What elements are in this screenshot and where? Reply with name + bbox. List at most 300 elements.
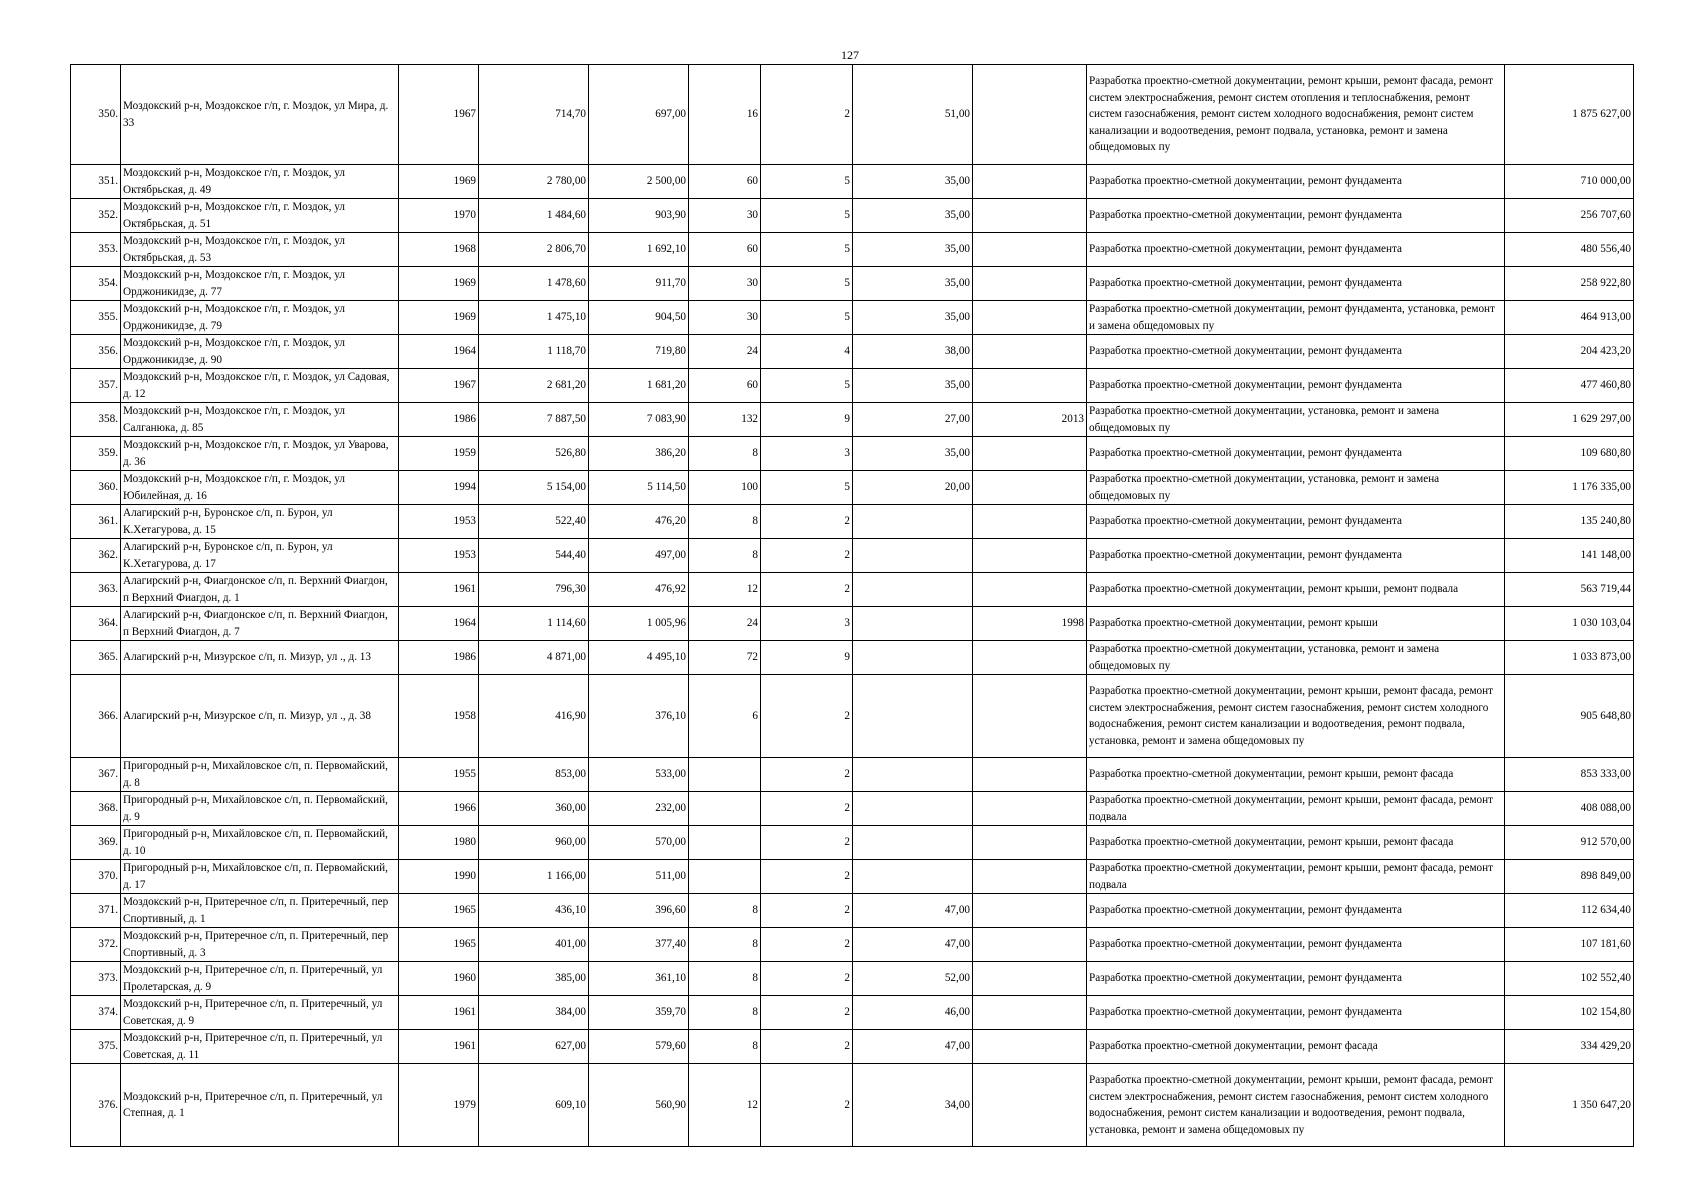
wear-percent-cell: 35,00 bbox=[853, 199, 973, 233]
table-row bbox=[71, 65, 1634, 165]
residents-cell: 8 bbox=[689, 437, 761, 471]
address-cell: Моздокский р-н, Моздокское г/п, г. Моздок, ул Октябрьская, д. 53 bbox=[121, 233, 399, 267]
cost-cell: 1 033 873,00 bbox=[1505, 641, 1634, 675]
address-cell: Моздокский р-н, Притеречное с/п, п. Притеречный, пер Спортивный, д. 3 bbox=[121, 928, 399, 962]
row-number: 372. bbox=[71, 928, 121, 962]
wear-percent-cell: 52,00 bbox=[853, 962, 973, 996]
residents-cell: 60 bbox=[689, 165, 761, 199]
total-area-cell: 522,40 bbox=[479, 505, 589, 539]
floors-cell: 2 bbox=[761, 826, 853, 860]
works-description-cell: Разработка проектно-сметной документации, установка, ремонт и замена общедомовых пу bbox=[1087, 641, 1505, 675]
living-area-cell: 476,92 bbox=[589, 573, 689, 607]
works-description-cell: Разработка проектно-сметной документации, установка, ремонт и замена общедомовых пу bbox=[1087, 403, 1505, 437]
last-repair-year-cell bbox=[973, 233, 1087, 267]
living-area-cell: 376,10 bbox=[589, 675, 689, 758]
row-number: 370. bbox=[71, 860, 121, 894]
living-area-cell: 560,90 bbox=[589, 1064, 689, 1147]
total-area-cell: 2 806,70 bbox=[479, 233, 589, 267]
floors-cell: 2 bbox=[761, 894, 853, 928]
year-built-cell: 1960 bbox=[399, 962, 479, 996]
residents-cell: 24 bbox=[689, 335, 761, 369]
last-repair-year-cell bbox=[973, 335, 1087, 369]
total-area-cell: 544,40 bbox=[479, 539, 589, 573]
cost-cell: 1 030 103,04 bbox=[1505, 607, 1634, 641]
address-cell: Алагирский р-н, Мизурское с/п, п. Мизур, ул ., д. 38 bbox=[121, 675, 399, 758]
floors-cell: 2 bbox=[761, 996, 853, 1030]
row-number: 358. bbox=[71, 403, 121, 437]
row-number: 364. bbox=[71, 607, 121, 641]
table-row bbox=[71, 199, 1634, 233]
address-cell: Пригородный р-н, Михайловское с/п, п. Первомайский, д. 8 bbox=[121, 758, 399, 792]
living-area-cell: 1 692,10 bbox=[589, 233, 689, 267]
address-cell: Моздокский р-н, Притеречное с/п, п. Притеречный, ул Советская, д. 11 bbox=[121, 1030, 399, 1064]
row-number: 359. bbox=[71, 437, 121, 471]
year-built-cell: 1994 bbox=[399, 471, 479, 505]
year-built-cell: 1953 bbox=[399, 505, 479, 539]
year-built-cell: 1958 bbox=[399, 675, 479, 758]
living-area-cell: 4 495,10 bbox=[589, 641, 689, 675]
works-description-cell: Разработка проектно-сметной документации, ремонт фасада bbox=[1087, 1030, 1505, 1064]
works-description-cell: Разработка проектно-сметной документации, ремонт крыши, ремонт фасада bbox=[1087, 758, 1505, 792]
table-row bbox=[71, 437, 1634, 471]
living-area-cell: 1 681,20 bbox=[589, 369, 689, 403]
residents-cell: 8 bbox=[689, 894, 761, 928]
year-built-cell: 1955 bbox=[399, 758, 479, 792]
table-row bbox=[71, 267, 1634, 301]
total-area-cell: 416,90 bbox=[479, 675, 589, 758]
wear-percent-cell: 35,00 bbox=[853, 267, 973, 301]
floors-cell: 2 bbox=[761, 928, 853, 962]
table-row bbox=[71, 758, 1634, 792]
last-repair-year-cell bbox=[973, 996, 1087, 1030]
living-area-cell: 570,00 bbox=[589, 826, 689, 860]
wear-percent-cell bbox=[853, 505, 973, 539]
last-repair-year-cell bbox=[973, 1030, 1087, 1064]
last-repair-year-cell bbox=[973, 267, 1087, 301]
year-built-cell: 1967 bbox=[399, 369, 479, 403]
residents-cell bbox=[689, 792, 761, 826]
table-row bbox=[71, 894, 1634, 928]
works-description-cell: Разработка проектно-сметной документации, ремонт фундамента bbox=[1087, 505, 1505, 539]
cost-cell: 256 707,60 bbox=[1505, 199, 1634, 233]
cost-cell: 464 913,00 bbox=[1505, 301, 1634, 335]
total-area-cell: 2 681,20 bbox=[479, 369, 589, 403]
last-repair-year-cell bbox=[973, 675, 1087, 758]
wear-percent-cell: 35,00 bbox=[853, 301, 973, 335]
living-area-cell: 511,00 bbox=[589, 860, 689, 894]
residents-cell: 8 bbox=[689, 1030, 761, 1064]
year-built-cell: 1965 bbox=[399, 894, 479, 928]
cost-cell: 102 154,80 bbox=[1505, 996, 1634, 1030]
page-number: 127 bbox=[841, 48, 859, 62]
cost-cell: 912 570,00 bbox=[1505, 826, 1634, 860]
cost-cell: 563 719,44 bbox=[1505, 573, 1634, 607]
address-cell: Алагирский р-н, Буронское с/п, п. Бурон, ул К.Хетагурова, д. 17 bbox=[121, 539, 399, 573]
table-row bbox=[71, 962, 1634, 996]
table-row bbox=[71, 675, 1634, 758]
table-row bbox=[71, 573, 1634, 607]
floors-cell: 9 bbox=[761, 641, 853, 675]
address-cell: Моздокский р-н, Моздокское г/п, г. Моздок, ул Орджоникидзе, д. 77 bbox=[121, 267, 399, 301]
year-built-cell: 1961 bbox=[399, 1030, 479, 1064]
residents-cell: 8 bbox=[689, 928, 761, 962]
works-description-cell: Разработка проектно-сметной документации, ремонт крыши, ремонт фасада, ремонт подвала bbox=[1087, 792, 1505, 826]
last-repair-year-cell bbox=[973, 437, 1087, 471]
wear-percent-cell: 35,00 bbox=[853, 369, 973, 403]
residents-cell bbox=[689, 860, 761, 894]
works-description-cell: Разработка проектно-сметной документации, ремонт крыши, ремонт подвала bbox=[1087, 573, 1505, 607]
wear-percent-cell bbox=[853, 607, 973, 641]
works-description-cell: Разработка проектно-сметной документации, ремонт фундамента bbox=[1087, 928, 1505, 962]
year-built-cell: 1968 bbox=[399, 233, 479, 267]
total-area-cell: 796,30 bbox=[479, 573, 589, 607]
table-row bbox=[71, 233, 1634, 267]
year-built-cell: 1966 bbox=[399, 792, 479, 826]
total-area-cell: 526,80 bbox=[479, 437, 589, 471]
floors-cell: 2 bbox=[761, 505, 853, 539]
row-number: 367. bbox=[71, 758, 121, 792]
cost-cell: 710 000,00 bbox=[1505, 165, 1634, 199]
year-built-cell: 1979 bbox=[399, 1064, 479, 1147]
floors-cell: 5 bbox=[761, 165, 853, 199]
year-built-cell: 1965 bbox=[399, 928, 479, 962]
residents-cell: 100 bbox=[689, 471, 761, 505]
floors-cell: 5 bbox=[761, 199, 853, 233]
year-built-cell: 1970 bbox=[399, 199, 479, 233]
works-description-cell: Разработка проектно-сметной документации, ремонт крыши bbox=[1087, 607, 1505, 641]
address-cell: Моздокский р-н, Моздокское г/п, г. Моздок, ул Уварова, д. 36 bbox=[121, 437, 399, 471]
cost-cell: 408 088,00 bbox=[1505, 792, 1634, 826]
works-description-cell: Разработка проектно-сметной документации, ремонт фундамента bbox=[1087, 165, 1505, 199]
works-description-cell: Разработка проектно-сметной документации, ремонт фундамента bbox=[1087, 233, 1505, 267]
works-description-cell: Разработка проектно-сметной документации, ремонт фундамента bbox=[1087, 335, 1505, 369]
table-row bbox=[71, 505, 1634, 539]
floors-cell: 5 bbox=[761, 233, 853, 267]
residents-cell: 8 bbox=[689, 539, 761, 573]
residents-cell: 12 bbox=[689, 1064, 761, 1147]
row-number: 362. bbox=[71, 539, 121, 573]
table-row bbox=[71, 403, 1634, 437]
total-area-cell: 360,00 bbox=[479, 792, 589, 826]
year-built-cell: 1986 bbox=[399, 641, 479, 675]
row-number: 352. bbox=[71, 199, 121, 233]
address-cell: Моздокский р-н, Моздокское г/п, г. Моздок, ул Октябрьская, д. 51 bbox=[121, 199, 399, 233]
wear-percent-cell bbox=[853, 860, 973, 894]
row-number: 374. bbox=[71, 996, 121, 1030]
cost-cell: 480 556,40 bbox=[1505, 233, 1634, 267]
total-area-cell: 1 114,60 bbox=[479, 607, 589, 641]
row-number: 357. bbox=[71, 369, 121, 403]
table-row bbox=[71, 301, 1634, 335]
row-number: 375. bbox=[71, 1030, 121, 1064]
cost-cell: 102 552,40 bbox=[1505, 962, 1634, 996]
floors-cell: 9 bbox=[761, 403, 853, 437]
floors-cell: 5 bbox=[761, 471, 853, 505]
last-repair-year-cell bbox=[973, 471, 1087, 505]
living-area-cell: 2 500,00 bbox=[589, 165, 689, 199]
living-area-cell: 911,70 bbox=[589, 267, 689, 301]
works-description-cell: Разработка проектно-сметной документации, ремонт фундамента, установка, ремонт и замена общедомовых пу bbox=[1087, 301, 1505, 335]
residents-cell: 24 bbox=[689, 607, 761, 641]
last-repair-year-cell: 2013 bbox=[973, 403, 1087, 437]
address-cell: Моздокский р-н, Моздокское г/п, г. Моздок, ул Орджоникидзе, д. 90 bbox=[121, 335, 399, 369]
residents-cell: 60 bbox=[689, 369, 761, 403]
address-cell: Пригородный р-н, Михайловское с/п, п. Первомайский, д. 10 bbox=[121, 826, 399, 860]
residents-cell: 16 bbox=[689, 65, 761, 165]
row-number: 350. bbox=[71, 65, 121, 165]
cost-cell: 334 429,20 bbox=[1505, 1030, 1634, 1064]
works-description-cell: Разработка проектно-сметной документации, ремонт крыши, ремонт фасада, ремонт систем электроснабжения, ремонт систем газоснабжения, ремонт систем холодного водоснабжения, ремонт систем канализации и водоотведения, ремонт подвала, установка, ремонт и замена общедомовых пу bbox=[1087, 675, 1505, 758]
total-area-cell: 7 887,50 bbox=[479, 403, 589, 437]
living-area-cell: 904,50 bbox=[589, 301, 689, 335]
row-number: 371. bbox=[71, 894, 121, 928]
wear-percent-cell: 46,00 bbox=[853, 996, 973, 1030]
residents-cell: 12 bbox=[689, 573, 761, 607]
last-repair-year-cell bbox=[973, 641, 1087, 675]
row-number: 368. bbox=[71, 792, 121, 826]
table-row bbox=[71, 996, 1634, 1030]
total-area-cell: 436,10 bbox=[479, 894, 589, 928]
wear-percent-cell bbox=[853, 675, 973, 758]
living-area-cell: 396,60 bbox=[589, 894, 689, 928]
living-area-cell: 377,40 bbox=[589, 928, 689, 962]
address-cell: Моздокский р-н, Моздокское г/п, г. Моздок, ул Октябрьская, д. 49 bbox=[121, 165, 399, 199]
table-row bbox=[71, 928, 1634, 962]
row-number: 376. bbox=[71, 1064, 121, 1147]
last-repair-year-cell bbox=[973, 505, 1087, 539]
living-area-cell: 533,00 bbox=[589, 758, 689, 792]
works-description-cell: Разработка проектно-сметной документации, ремонт крыши, ремонт фасада, ремонт систем электроснабжения, ремонт систем отопления и теплоснабжения, ремонт систем газоснабжения, ремонт систем холодного водоснабжения, ремонт систем канализации и водоотведения, ремонт подвала, установка, ремонт и замена общедомовых пу bbox=[1087, 65, 1505, 165]
wear-percent-cell: 35,00 bbox=[853, 233, 973, 267]
table-row bbox=[71, 792, 1634, 826]
row-number: 356. bbox=[71, 335, 121, 369]
living-area-cell: 232,00 bbox=[589, 792, 689, 826]
table-row bbox=[71, 165, 1634, 199]
wear-percent-cell: 35,00 bbox=[853, 165, 973, 199]
address-cell: Пригородный р-н, Михайловское с/п, п. Первомайский, д. 17 bbox=[121, 860, 399, 894]
address-cell: Моздокский р-н, Притеречное с/п, п. Притеречный, ул Пролетарская, д. 9 bbox=[121, 962, 399, 996]
floors-cell: 2 bbox=[761, 1064, 853, 1147]
residents-cell: 72 bbox=[689, 641, 761, 675]
table-row bbox=[71, 369, 1634, 403]
wear-percent-cell: 51,00 bbox=[853, 65, 973, 165]
total-area-cell: 1 484,60 bbox=[479, 199, 589, 233]
residents-cell: 30 bbox=[689, 199, 761, 233]
floors-cell: 2 bbox=[761, 962, 853, 996]
living-area-cell: 497,00 bbox=[589, 539, 689, 573]
table-row bbox=[71, 335, 1634, 369]
last-repair-year-cell: 1998 bbox=[973, 607, 1087, 641]
year-built-cell: 1961 bbox=[399, 573, 479, 607]
cost-cell: 109 680,80 bbox=[1505, 437, 1634, 471]
address-cell: Моздокский р-н, Притеречное с/п, п. Притеречный, ул Степная, д. 1 bbox=[121, 1064, 399, 1147]
last-repair-year-cell bbox=[973, 894, 1087, 928]
floors-cell: 3 bbox=[761, 607, 853, 641]
wear-percent-cell bbox=[853, 573, 973, 607]
total-area-cell: 401,00 bbox=[479, 928, 589, 962]
residents-cell: 8 bbox=[689, 996, 761, 1030]
total-area-cell: 609,10 bbox=[479, 1064, 589, 1147]
table-row bbox=[71, 1030, 1634, 1064]
living-area-cell: 386,20 bbox=[589, 437, 689, 471]
wear-percent-cell: 47,00 bbox=[853, 894, 973, 928]
floors-cell: 5 bbox=[761, 301, 853, 335]
cost-cell: 141 148,00 bbox=[1505, 539, 1634, 573]
table-row bbox=[71, 641, 1634, 675]
year-built-cell: 1969 bbox=[399, 301, 479, 335]
address-cell: Моздокский р-н, Моздокское г/п, г. Моздок, ул Мира, д. 33 bbox=[121, 65, 399, 165]
living-area-cell: 719,80 bbox=[589, 335, 689, 369]
works-description-cell: Разработка проектно-сметной документации, установка, ремонт и замена общедомовых пу bbox=[1087, 471, 1505, 505]
year-built-cell: 1964 bbox=[399, 607, 479, 641]
wear-percent-cell: 20,00 bbox=[853, 471, 973, 505]
address-cell: Пригородный р-н, Михайловское с/п, п. Первомайский, д. 9 bbox=[121, 792, 399, 826]
address-cell: Моздокский р-н, Моздокское г/п, г. Моздок, ул Салганюка, д. 85 bbox=[121, 403, 399, 437]
year-built-cell: 1990 bbox=[399, 860, 479, 894]
residents-cell: 30 bbox=[689, 267, 761, 301]
wear-percent-cell: 38,00 bbox=[853, 335, 973, 369]
last-repair-year-cell bbox=[973, 573, 1087, 607]
total-area-cell: 1 478,60 bbox=[479, 267, 589, 301]
residents-cell: 8 bbox=[689, 962, 761, 996]
works-description-cell: Разработка проектно-сметной документации, ремонт фундамента bbox=[1087, 996, 1505, 1030]
table-row bbox=[71, 607, 1634, 641]
address-cell: Моздокский р-н, Притеречное с/п, п. Притеречный, ул Советская, д. 9 bbox=[121, 996, 399, 1030]
residents-cell: 132 bbox=[689, 403, 761, 437]
cost-cell: 258 922,80 bbox=[1505, 267, 1634, 301]
works-description-cell: Разработка проектно-сметной документации, ремонт крыши, ремонт фасада bbox=[1087, 826, 1505, 860]
living-area-cell: 5 114,50 bbox=[589, 471, 689, 505]
cost-cell: 1 350 647,20 bbox=[1505, 1064, 1634, 1147]
address-cell: Алагирский р-н, Буронское с/п, п. Бурон, ул К.Хетагурова, д. 15 bbox=[121, 505, 399, 539]
address-cell: Моздокский р-н, Моздокское г/п, г. Моздок, ул Орджоникидзе, д. 79 bbox=[121, 301, 399, 335]
address-cell: Моздокский р-н, Моздокское г/п, г. Моздок, ул Юбилейная, д. 16 bbox=[121, 471, 399, 505]
floors-cell: 2 bbox=[761, 675, 853, 758]
wear-percent-cell: 47,00 bbox=[853, 1030, 973, 1064]
floors-cell: 2 bbox=[761, 792, 853, 826]
cost-cell: 135 240,80 bbox=[1505, 505, 1634, 539]
wear-percent-cell: 47,00 bbox=[853, 928, 973, 962]
works-description-cell: Разработка проектно-сметной документации, ремонт фундамента bbox=[1087, 539, 1505, 573]
row-number: 366. bbox=[71, 675, 121, 758]
year-built-cell: 1986 bbox=[399, 403, 479, 437]
works-description-cell: Разработка проектно-сметной документации, ремонт фундамента bbox=[1087, 369, 1505, 403]
last-repair-year-cell bbox=[973, 928, 1087, 962]
living-area-cell: 7 083,90 bbox=[589, 403, 689, 437]
table-row bbox=[71, 1064, 1634, 1147]
table-row bbox=[71, 860, 1634, 894]
residents-cell: 60 bbox=[689, 233, 761, 267]
total-area-cell: 384,00 bbox=[479, 996, 589, 1030]
total-area-cell: 1 475,10 bbox=[479, 301, 589, 335]
cost-cell: 905 648,80 bbox=[1505, 675, 1634, 758]
row-number: 361. bbox=[71, 505, 121, 539]
works-description-cell: Разработка проектно-сметной документации, ремонт фундамента bbox=[1087, 199, 1505, 233]
floors-cell: 2 bbox=[761, 573, 853, 607]
cost-cell: 204 423,20 bbox=[1505, 335, 1634, 369]
total-area-cell: 960,00 bbox=[479, 826, 589, 860]
residents-cell bbox=[689, 826, 761, 860]
row-number: 363. bbox=[71, 573, 121, 607]
cost-cell: 1 875 627,00 bbox=[1505, 65, 1634, 165]
cost-cell: 1 629 297,00 bbox=[1505, 403, 1634, 437]
table-row bbox=[71, 539, 1634, 573]
table-body bbox=[71, 65, 1634, 1147]
residents-cell: 30 bbox=[689, 301, 761, 335]
address-cell: Алагирский р-н, Фиагдонское с/п, п. Верхний Фиагдон, п Верхний Фиагдон, д. 7 bbox=[121, 607, 399, 641]
address-cell: Моздокский р-н, Моздокское г/п, г. Моздок, ул Садовая, д. 12 bbox=[121, 369, 399, 403]
floors-cell: 2 bbox=[761, 860, 853, 894]
wear-percent-cell: 35,00 bbox=[853, 437, 973, 471]
total-area-cell: 4 871,00 bbox=[479, 641, 589, 675]
cost-cell: 112 634,40 bbox=[1505, 894, 1634, 928]
total-area-cell: 714,70 bbox=[479, 65, 589, 165]
year-built-cell: 1969 bbox=[399, 165, 479, 199]
last-repair-year-cell bbox=[973, 369, 1087, 403]
row-number: 351. bbox=[71, 165, 121, 199]
total-area-cell: 1 118,70 bbox=[479, 335, 589, 369]
year-built-cell: 1959 bbox=[399, 437, 479, 471]
row-number: 373. bbox=[71, 962, 121, 996]
registry-table bbox=[70, 64, 1634, 1147]
living-area-cell: 903,90 bbox=[589, 199, 689, 233]
floors-cell: 2 bbox=[761, 65, 853, 165]
living-area-cell: 359,70 bbox=[589, 996, 689, 1030]
last-repair-year-cell bbox=[973, 165, 1087, 199]
last-repair-year-cell bbox=[973, 792, 1087, 826]
total-area-cell: 5 154,00 bbox=[479, 471, 589, 505]
floors-cell: 3 bbox=[761, 437, 853, 471]
last-repair-year-cell bbox=[973, 301, 1087, 335]
living-area-cell: 697,00 bbox=[589, 65, 689, 165]
last-repair-year-cell bbox=[973, 860, 1087, 894]
year-built-cell: 1964 bbox=[399, 335, 479, 369]
row-number: 365. bbox=[71, 641, 121, 675]
last-repair-year-cell bbox=[973, 539, 1087, 573]
total-area-cell: 385,00 bbox=[479, 962, 589, 996]
wear-percent-cell: 27,00 bbox=[853, 403, 973, 437]
total-area-cell: 2 780,00 bbox=[479, 165, 589, 199]
cost-cell: 1 176 335,00 bbox=[1505, 471, 1634, 505]
row-number: 360. bbox=[71, 471, 121, 505]
living-area-cell: 1 005,96 bbox=[589, 607, 689, 641]
total-area-cell: 1 166,00 bbox=[479, 860, 589, 894]
floors-cell: 5 bbox=[761, 267, 853, 301]
cost-cell: 853 333,00 bbox=[1505, 758, 1634, 792]
works-description-cell: Разработка проектно-сметной документации, ремонт фундамента bbox=[1087, 267, 1505, 301]
works-description-cell: Разработка проектно-сметной документации, ремонт фундамента bbox=[1087, 962, 1505, 996]
total-area-cell: 627,00 bbox=[479, 1030, 589, 1064]
address-cell: Алагирский р-н, Фиагдонское с/п, п. Верхний Фиагдон, п Верхний Фиагдон, д. 1 bbox=[121, 573, 399, 607]
table-row bbox=[71, 826, 1634, 860]
residents-cell: 8 bbox=[689, 505, 761, 539]
row-number: 354. bbox=[71, 267, 121, 301]
last-repair-year-cell bbox=[973, 758, 1087, 792]
year-built-cell: 1961 bbox=[399, 996, 479, 1030]
works-description-cell: Разработка проектно-сметной документации, ремонт фундамента bbox=[1087, 894, 1505, 928]
floors-cell: 5 bbox=[761, 369, 853, 403]
row-number: 369. bbox=[71, 826, 121, 860]
wear-percent-cell: 34,00 bbox=[853, 1064, 973, 1147]
total-area-cell: 853,00 bbox=[479, 758, 589, 792]
floors-cell: 4 bbox=[761, 335, 853, 369]
row-number: 353. bbox=[71, 233, 121, 267]
wear-percent-cell bbox=[853, 792, 973, 826]
works-description-cell: Разработка проектно-сметной документации, ремонт фундамента bbox=[1087, 437, 1505, 471]
wear-percent-cell bbox=[853, 641, 973, 675]
living-area-cell: 361,10 bbox=[589, 962, 689, 996]
works-description-cell: Разработка проектно-сметной документации, ремонт крыши, ремонт фасада, ремонт подвала bbox=[1087, 860, 1505, 894]
